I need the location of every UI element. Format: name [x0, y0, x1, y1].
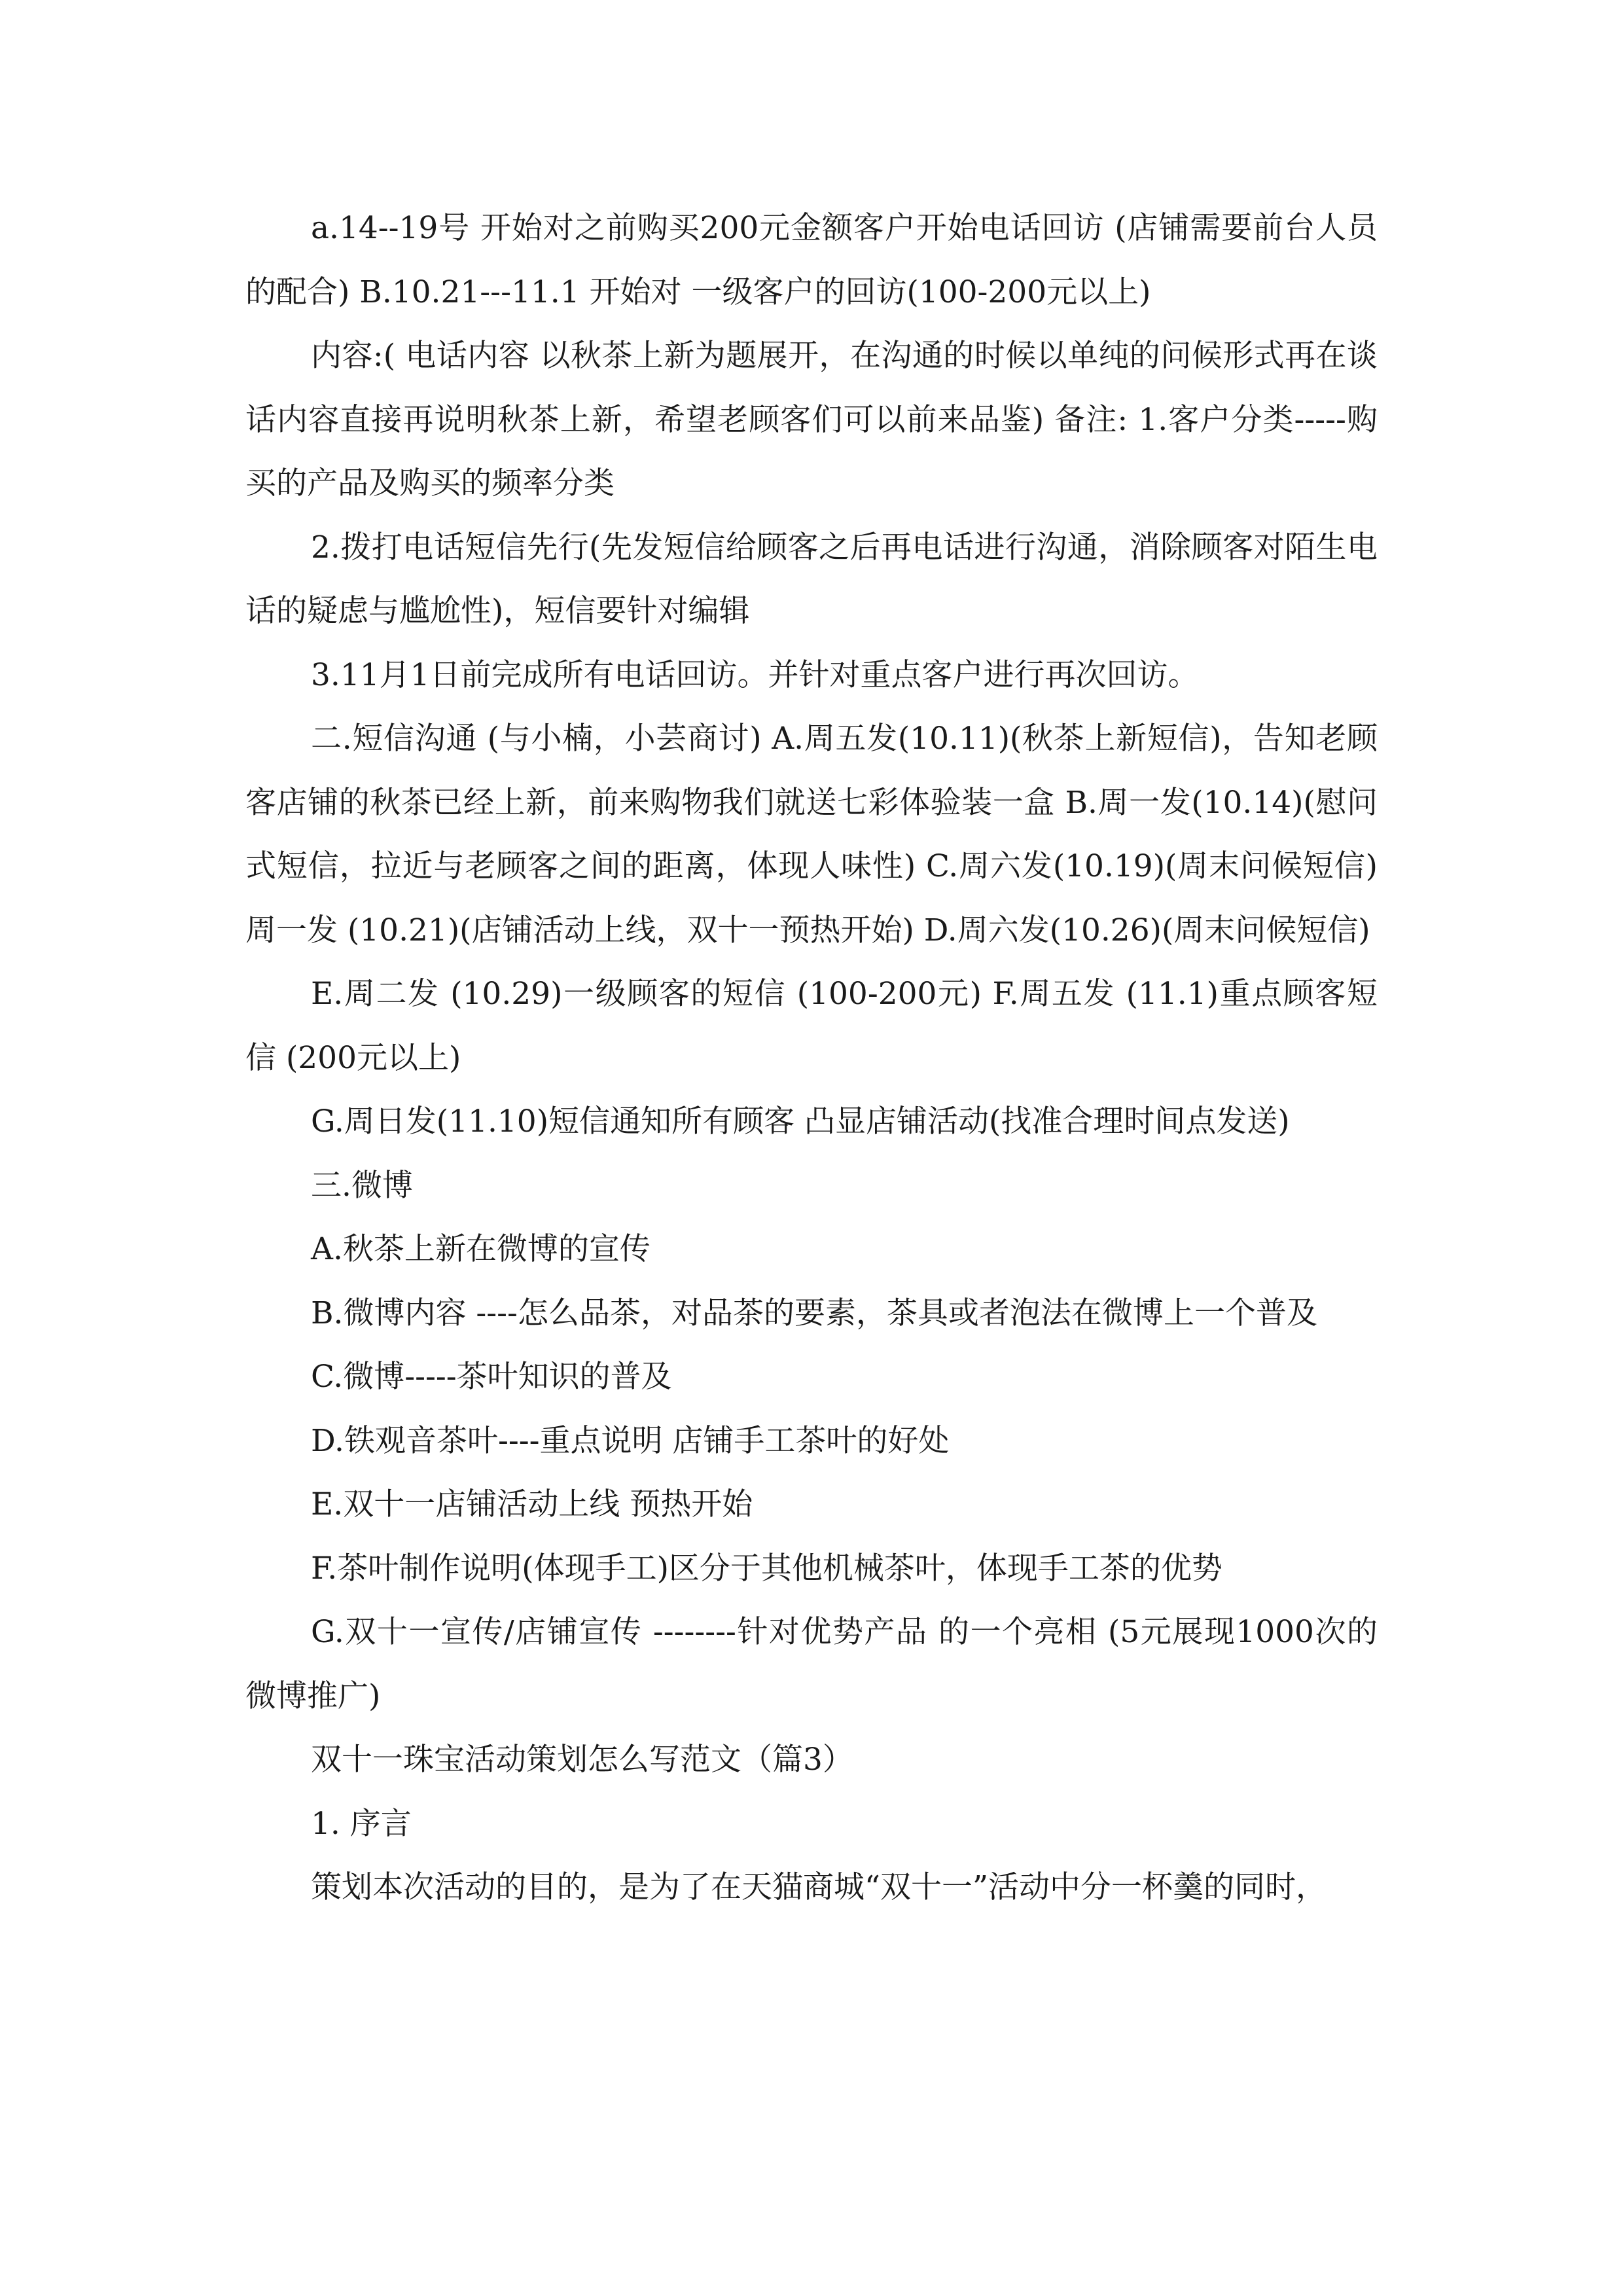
document-body — [245, 196, 1378, 1920]
paragraph-weibo-b: B.微博内容 ----怎么品茶，对品茶的要素，茶具或者泡法在微博上一个普及 — [311, 1295, 1317, 1331]
paragraph-complete-calls: 3.11月1日前完成所有电话回访。并针对重点客户进行再次回访。 — [311, 656, 1199, 693]
paragraph-sms-first: 2.拨打电话短信先行(先发短信给顾客之后再电话进行沟通，消除顾客对陌生电话的疑虑与尴尬性)，短信要针对编辑 — [245, 529, 1378, 629]
paragraph-weibo-f: F.茶叶制作说明(体现手工)区分于其他机械茶叶，体现手工茶的优势 — [311, 1550, 1222, 1587]
paragraph-weibo-c: C.微博-----茶叶知识的普及 — [311, 1359, 672, 1395]
paragraph-weibo-d: D.铁观音茶叶----重点说明 店铺手工茶叶的好处 — [311, 1422, 950, 1459]
paragraph-weibo-g: G.双十一宣传/店铺宣传 --------针对优势产品 的一个亮相 (5元展现1000次的 微博推广) — [245, 1614, 1378, 1714]
article-title-part-3: 双十一珠宝活动策划怎么写范文（篇3） — [311, 1742, 853, 1778]
paragraph-preface-body: 策划本次活动的目的，是为了在天猫商城“双十一”活动中分一杯羹的同时， — [311, 1869, 1327, 1905]
paragraph-weibo-a: A.秋茶上新在微博的宣传 — [311, 1231, 651, 1267]
section-heading-preface: 1. 序言 — [311, 1805, 412, 1842]
paragraph-sms-e-f: E.周二发 (10.29)一级顾客的短信 (100-200元) F.周五发 (11.1)重点顾客短信 (200元以上) — [245, 976, 1378, 1076]
paragraph-phone-followup-schedule: a.14--19号 开始对之前购买200元金额客户开始电话回访 (店铺需要前台人员的配合) B.10.21---11.1 开始对 一级客户的回访(100-200元以上) — [245, 210, 1378, 310]
section-heading-weibo: 三.微博 — [311, 1167, 413, 1204]
paragraph-phone-content-note: 内容:( 电话内容 以秋茶上新为题展开，在沟通的时候以单纯的问候形式再在谈话内容直接再说明秋茶上新，希望老顾客们可以前来品鉴) 备注: 1.客户分类-----购买的产品及购买的频率分类 — [245, 338, 1378, 501]
paragraph-weibo-e: E.双十一店铺活动上线 预热开始 — [311, 1486, 753, 1522]
paragraph-sms-g: G.周日发(11.10)短信通知所有顾客 凸显店铺活动(找准合理时间点发送) — [311, 1103, 1290, 1139]
paragraph-sms-communication: 二.短信沟通 (与小楠，小芸商讨) A.周五发(10.11)(秋茶上新短信)，告知老顾客店铺的秋茶已经上新，前来购物我们就送七彩体验装一盒 B.周一发(10.14)(慰问式短信，拉近与老顾客之间的距离，体现人味性) C.周六发(10.19)(周末问候短信) 周一发 (10.21)(店铺活动上线，双十一预热开始) D.周六发(10.26)(周末问候短信) — [245, 721, 1378, 948]
